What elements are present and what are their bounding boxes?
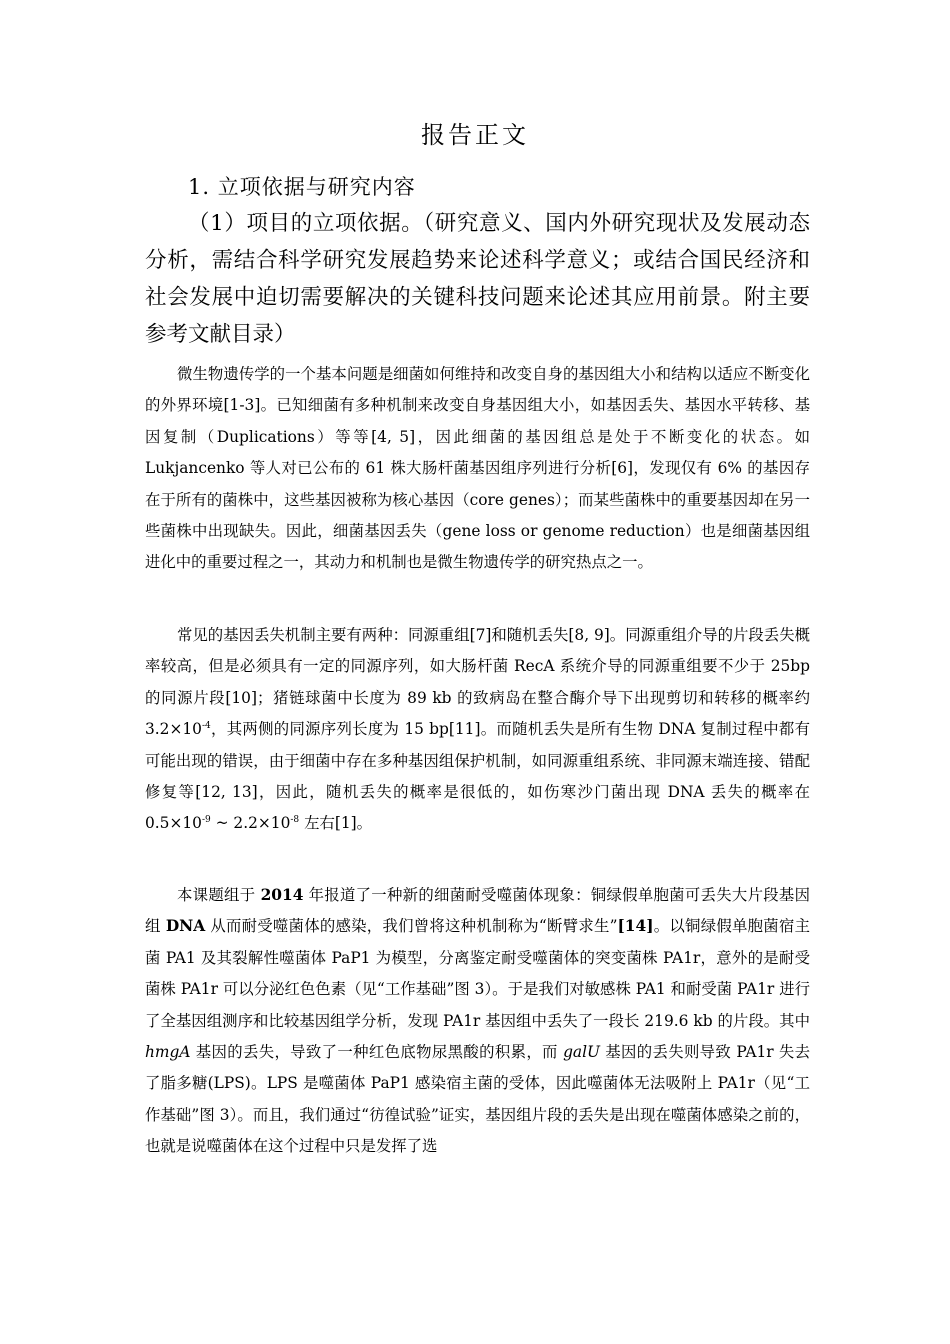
- text-run: 基因的丢失，导致了一种红色底物尿黑酸的积累，而: [190, 1043, 564, 1062]
- section-heading: 1. 立项依据与研究内容: [188, 175, 416, 199]
- text-run: 基因的丢失则导致 PA1r 失去了脂多糖(LPS)。LPS 是噬菌体 PaP1 感染宿主菌的受体，因此噬菌体无法吸附上 PA1r（见“工作基础”图 3）。而且，我们通过“彷徨试验”证实，基因组片段的丢失是出现在噬菌体感染之前的，也就是说噬菌体在这个过程中只是发挥了选: [145, 1043, 810, 1156]
- bold-dna: DNA: [165, 917, 206, 936]
- body-paragraph-1: 微生物遗传学的一个基本问题是细菌如何维持和改变自身的基因组大小和结构以适应不断变化的外界环境[1-3]。已知细菌有多种机制来改变自身基因组大小，如基因丢失、基因水平转移、基因复制（Duplications）等等[4, 5]，因此细菌的基因组总是处于不断变化的状态。如 Lukjancenko 等人对已公布的 61 株大肠杆菌基因组序列进行分析[6]，发现仅有 6% 的基因存在于所有的菌株中，这些基因被称为核心基因（core genes）；而某些菌株中的重要基因却在另一些菌株中出现缺失。因此，细菌基因丢失（gene loss or genome reduction）也是细菌基因组进化中的重要过程之一，其动力和机制也是微生物遗传学的研究热点之一。: [145, 365, 810, 572]
- superscript: -4: [201, 721, 211, 732]
- intro-paragraph: （1）项目的立项依据。（研究意义、国内外研究现状及发展动态分析，需结合科学研究发展趋势来论述科学意义；或结合国民经济和社会发展中迫切需要解决的关键科技问题来论述其应用前景。附主要参考文献目录）: [145, 211, 810, 347]
- body-paragraph-3: [145, 880, 810, 1163]
- text-run: 本课题组于: [177, 886, 261, 904]
- gene-name-galu: galU: [563, 1043, 600, 1062]
- text-run: 左右[1]。: [299, 814, 373, 833]
- bold-reference: [14]: [617, 917, 654, 936]
- gene-name-hmga: hmgA: [145, 1043, 191, 1062]
- superscript: -8: [290, 815, 300, 826]
- text-run: ，其两侧的同源序列长度为 15 bp[11]。而随机丢失是所有生物 DNA 复制过程中都有可能出现的错误，由于细菌中存在多种基因组保护机制，如同源重组系统、非同源末端连接、错配修复等[12, 13]，因此，随机丢失的概率是很低的，如伤寒沙门菌出现 DNA 丢失的概率在 0.5×10: [145, 720, 810, 833]
- text-run: 年报道了一种新的细菌耐受噬菌体现象：铜绿假单胞菌可丢失大片段基因组: [145, 886, 810, 936]
- bold-year: 2014: [260, 886, 304, 904]
- text-run: 从而耐受噬菌体的感染，我们曾将这种机制称为“断臂求生”: [205, 917, 618, 936]
- body-paragraph-2: [145, 620, 810, 840]
- page-title: 报告正文: [421, 121, 529, 149]
- text-run: ~ 2.2×10: [210, 814, 291, 833]
- text-run: 。以铜绿假单胞菌宿主菌 PA1 及其裂解性噬菌体 PaP1 为模型，分离鉴定耐受噬菌体的突变菌株 PA1r，意外的是耐受菌株 PA1r 可以分泌红色色素（见“工作基础”图 3）。于是我们对敏感株 PA1 和耐受菌 PA1r 进行了全基因组测序和比较基因组学分析，发现 PA1r 基因组中丢失了一段长 219.6 kb 的片段。其中: [145, 917, 810, 1030]
- superscript: -9: [201, 815, 211, 826]
- text-run: 常见的基因丢失机制主要有两种：同源重组[7]和随机丢失[8, 9]。同源重组介导的片段丢失概率较高，但是必须具有一定的同源序列，如大肠杆菌 RecA 系统介导的同源重组要不少于 25bp 的同源片段[10]；猪链球菌中长度为 89 kb 的致病岛在整合酶介导下出现剪切和转移的概率约 3.2×10: [145, 626, 810, 739]
